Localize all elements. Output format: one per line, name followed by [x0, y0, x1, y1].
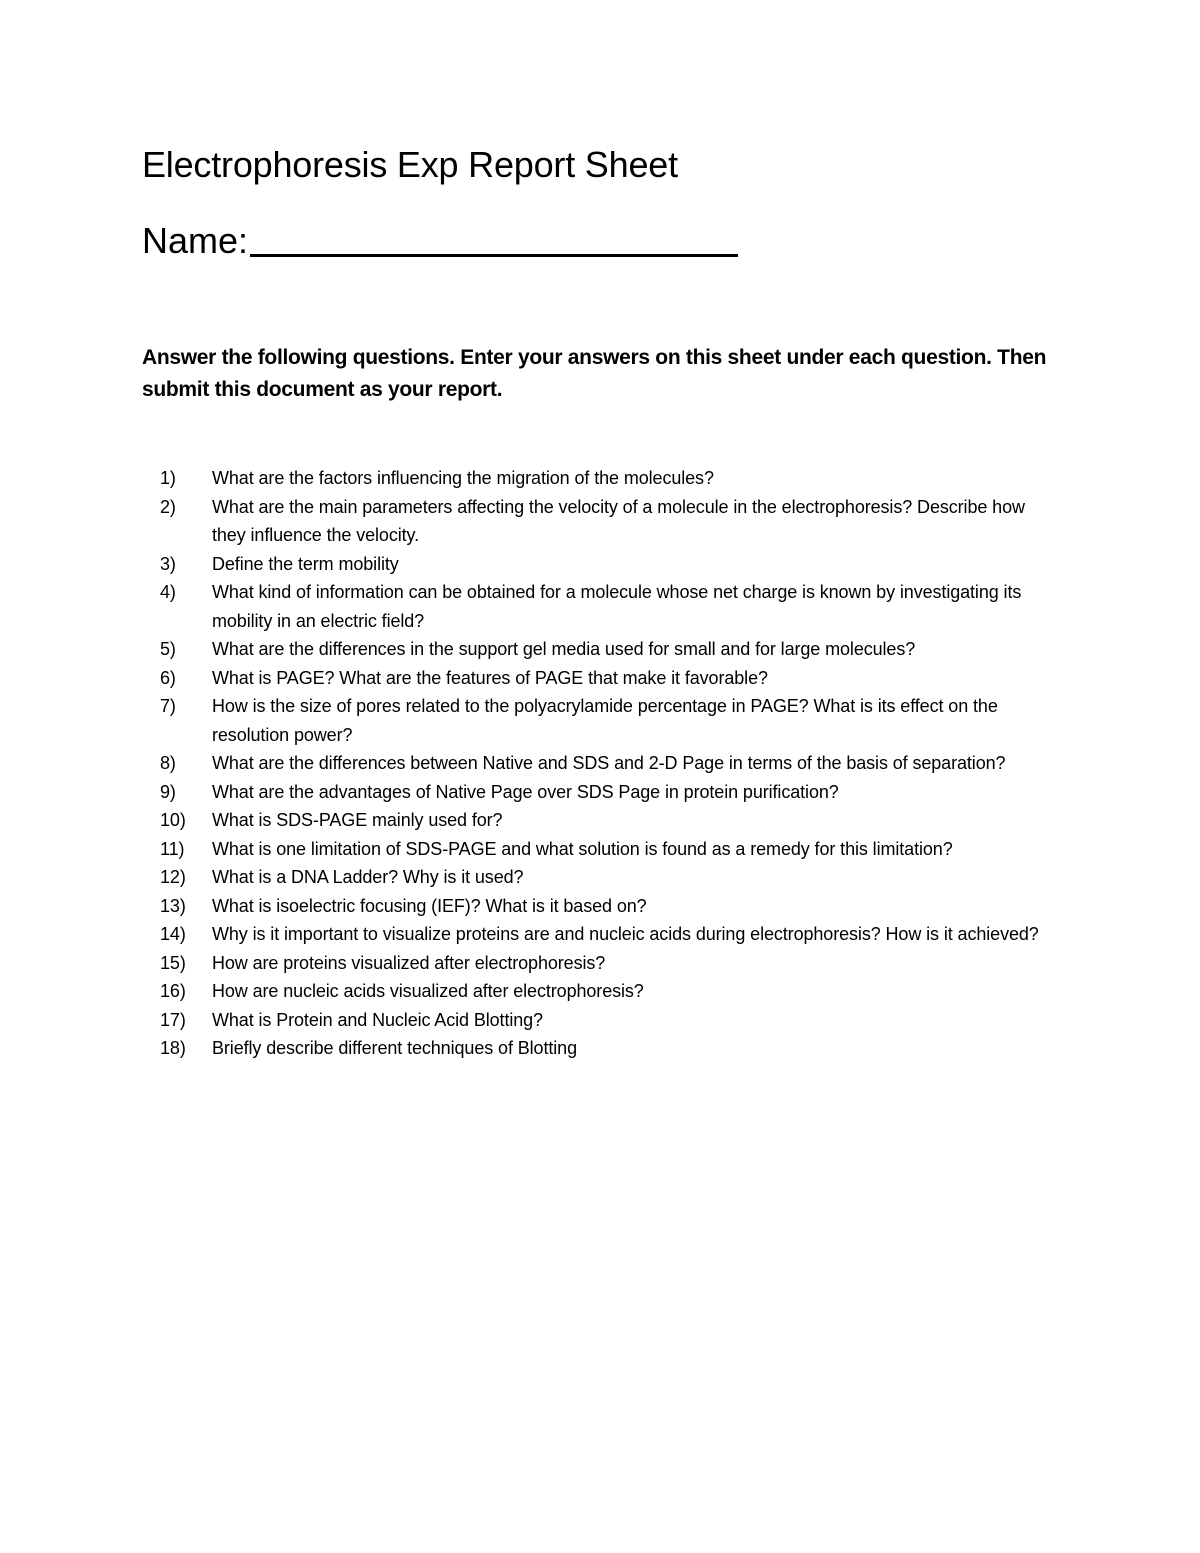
- question-text: What kind of information can be obtained for a molecule whose net charge is known by investigating its mobility in an electric field?: [212, 582, 1022, 631]
- question-number: 16): [160, 981, 186, 1001]
- question-number: 13): [160, 895, 186, 916]
- question-item: [160, 949, 1060, 978]
- question-number: 11): [160, 838, 185, 859]
- question-number: 5): [160, 639, 176, 659]
- question-number: 8): [160, 753, 176, 773]
- question-number: 2): [160, 496, 176, 517]
- question-number: 6): [160, 667, 176, 688]
- question-item: [160, 806, 1060, 835]
- question-text: What is Protein and Nucleic Acid Blotting?: [212, 1009, 543, 1030]
- question-list: [160, 464, 1060, 1063]
- question-item: [160, 863, 1060, 892]
- question-text: What is PAGE? What are the features of PAGE that make it favorable?: [212, 667, 768, 688]
- question-text: What are the differences between Native and SDS and 2-D Page in terms of the basis of separation?: [212, 753, 1006, 773]
- question-text: How are nucleic acids visualized after electrophoresis?: [212, 981, 644, 1001]
- question-item: [160, 464, 1060, 493]
- question-item: [160, 1034, 1060, 1063]
- question-item: [160, 892, 1060, 921]
- question-text: What are the main parameters affecting the velocity of a molecule in the electrophoresis? Describe how they influence the velocity.: [212, 496, 1025, 545]
- instructions-text: Answer the following questions. Enter your answers on this sheet under each question. Then submit this document as your report.: [142, 346, 1047, 401]
- question-item: [160, 920, 1060, 949]
- question-number: 15): [160, 952, 186, 973]
- question-item: [160, 550, 1060, 579]
- question-number: 18): [160, 1038, 186, 1058]
- question-number: 9): [160, 781, 176, 802]
- question-text: Why is it important to visualize proteins are and nucleic acids during electrophoresis? How is it achieved?: [212, 924, 1039, 944]
- question-text: What is one limitation of SDS-PAGE and what solution is found as a remedy for this limitation?: [212, 838, 953, 859]
- question-item: [160, 778, 1060, 807]
- question-item: [160, 493, 1060, 550]
- question-number: 3): [160, 553, 176, 574]
- question-item: [160, 749, 1060, 778]
- question-number: 17): [160, 1009, 186, 1030]
- question-item: [160, 1006, 1060, 1035]
- question-number: 12): [160, 867, 186, 887]
- question-item: [160, 835, 1060, 864]
- question-text: Define the term mobility: [212, 553, 399, 574]
- question-text: What is a DNA Ladder? Why is it used?: [212, 867, 524, 887]
- question-item: [160, 635, 1060, 664]
- name-field-row: [142, 214, 738, 262]
- question-item: [160, 578, 1060, 635]
- question-item: [160, 664, 1060, 693]
- question-number: 4): [160, 582, 176, 602]
- question-number: 1): [160, 468, 176, 488]
- question-text: What are the factors influencing the migration of the molecules?: [212, 468, 714, 488]
- question-item: [160, 977, 1060, 1006]
- question-number: 10): [160, 810, 186, 830]
- question-text: What are the advantages of Native Page over SDS Page in protein purification?: [212, 781, 839, 802]
- question-text: What is SDS-PAGE mainly used for?: [212, 810, 503, 830]
- question-text: How are proteins visualized after electrophoresis?: [212, 952, 606, 973]
- question-text: What are the differences in the support gel media used for small and for large molecules?: [212, 639, 916, 659]
- document-title: Electrophoresis Exp Report Sheet: [142, 144, 678, 185]
- question-number: 14): [160, 924, 186, 944]
- name-blank-line[interactable]: [250, 218, 738, 257]
- question-text: How is the size of pores related to the polyacrylamide percentage in PAGE? What is its effect on the resolution power?: [212, 696, 998, 745]
- question-text: What is isoelectric focusing (IEF)? What is it based on?: [212, 895, 647, 916]
- question-item: [160, 692, 1060, 749]
- question-text: Briefly describe different techniques of Blotting: [212, 1038, 577, 1058]
- question-number: 7): [160, 696, 176, 716]
- name-label: Name:: [142, 220, 249, 261]
